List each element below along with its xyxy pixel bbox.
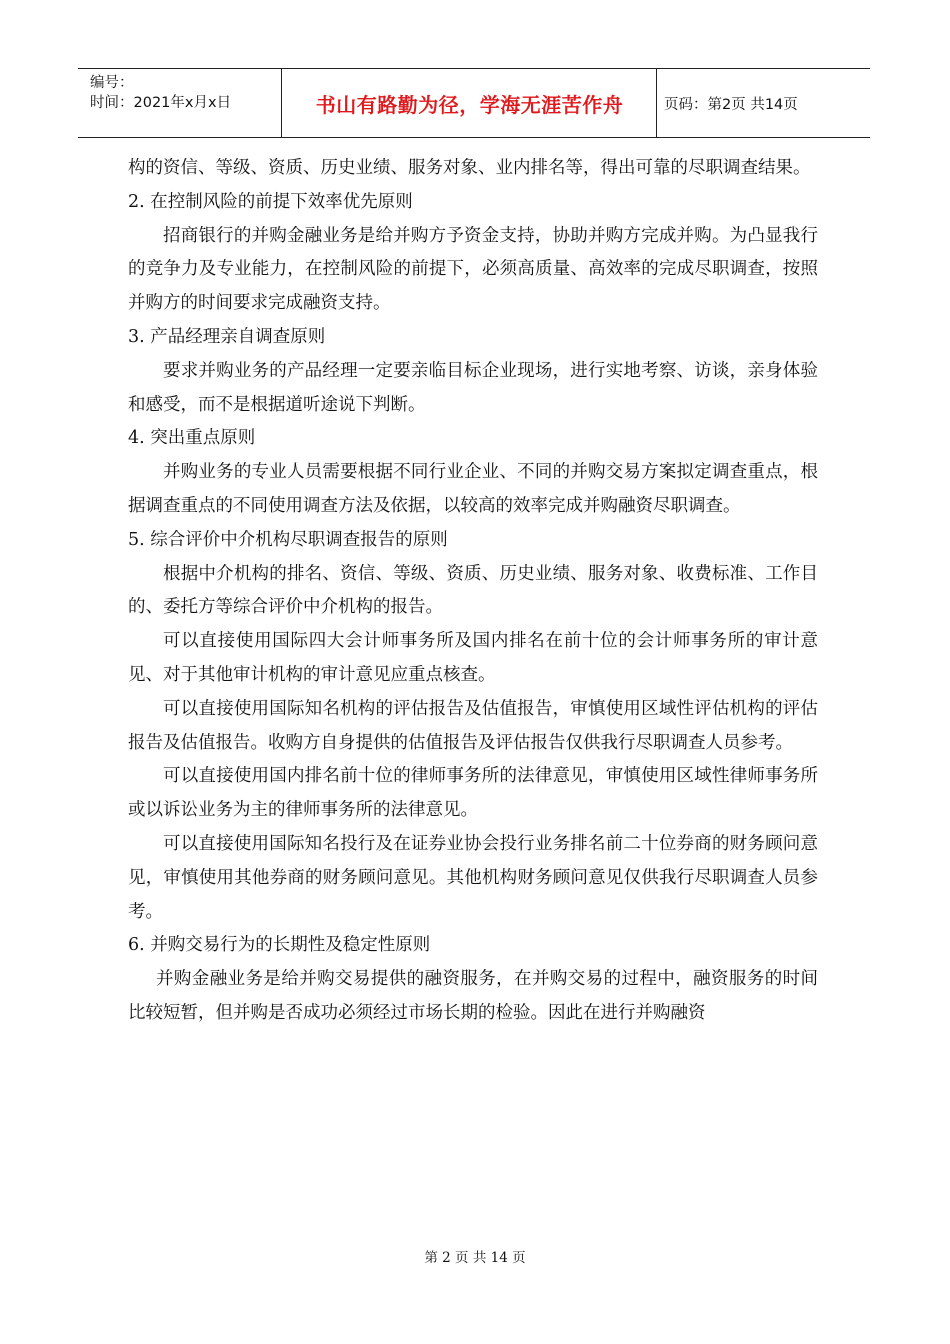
header-page-info: 页码：第2页 共14页 <box>664 96 798 113</box>
paragraph: 要求并购业务的产品经理一定要亲临目标企业现场，进行实地考察、访谈，亲身体验和感受，而不是根据道听途说下判断。 <box>128 360 818 415</box>
header-motto-cell <box>283 69 657 137</box>
header-page-cell <box>658 69 870 137</box>
paragraph: 并购金融业务是给并购交易提供的融资服务，在并购交易的过程中，融资服务的时间比较短暂，但并购是否成功必须经过市场长期的检验。因此在进行并购融资 <box>128 969 818 1023</box>
section-heading: 6. 并购交易行为的长期性及稳定性原则 <box>128 935 431 956</box>
document-number-label: 编号： <box>90 75 134 91</box>
section-heading: 3. 产品经理亲自调查原则 <box>128 326 326 347</box>
paragraph: 并购业务的专业人员需要根据不同行业企业、不同的并购交易方案拟定调查重点，根据调查重点的不同使用调查方法及依据，以较高的效率完成并购融资尽职调查。 <box>128 462 818 516</box>
section-heading: 5. 综合评价中介机构尽职调查报告的原则 <box>128 529 448 550</box>
header-meta-cell <box>78 69 282 137</box>
page-footer: 第 2 页 共 14 页 <box>424 1250 526 1266</box>
header-motto: 书山有路勤为径，学海无涯苦作舟 <box>315 92 624 117</box>
paragraph: 根据中介机构的排名、资信、等级、资质、历史业绩、服务对象、收费标准、工作目的、委托方等综合评价中介机构的报告。 <box>128 563 818 618</box>
document-date-label: 时间：2021年x月x日 <box>90 95 232 111</box>
section-heading: 4. 突出重点原则 <box>128 428 256 449</box>
paragraph: 可以直接使用国际知名机构的评估报告及估值报告，审慎使用区域性评估机构的评估报告及估值报告。收购方自身提供的估值报告及评估报告仅供我行尽职调查人员参考。 <box>128 698 818 753</box>
paragraph: 可以直接使用国际四大会计师事务所及国内排名在前十位的会计师事务所的审计意见、对于其他审计机构的审计意见应重点核查。 <box>128 631 818 685</box>
document-body <box>128 152 818 1031</box>
paragraph: 构的资信、等级、资质、历史业绩、服务对象、业内排名等，得出可靠的尽职调查结果。 <box>128 158 811 178</box>
page-header <box>78 68 870 138</box>
paragraph: 可以直接使用国际知名投行及在证券业协会投行业务排名前二十位券商的财务顾问意见，审慎使用其他券商的财务顾问意见。其他机构财务顾问意见仅供我行尽职调查人员参考。 <box>128 833 818 922</box>
section-heading: 2. 在控制风险的前提下效率优先原则 <box>128 191 413 212</box>
paragraph: 招商银行的并购金融业务是给并购方予资金支持，协助并购方完成并购。为凸显我行的竞争力及专业能力，在控制风险的前提下，必须高质量、高效率的完成尽职调查，按照并购方的时间要求完成融资支持。 <box>128 225 818 314</box>
paragraph: 可以直接使用国内排名前十位的律师事务所的法律意见，审慎使用区域性律师事务所或以诉讼业务为主的律师事务所的法律意见。 <box>128 766 818 821</box>
